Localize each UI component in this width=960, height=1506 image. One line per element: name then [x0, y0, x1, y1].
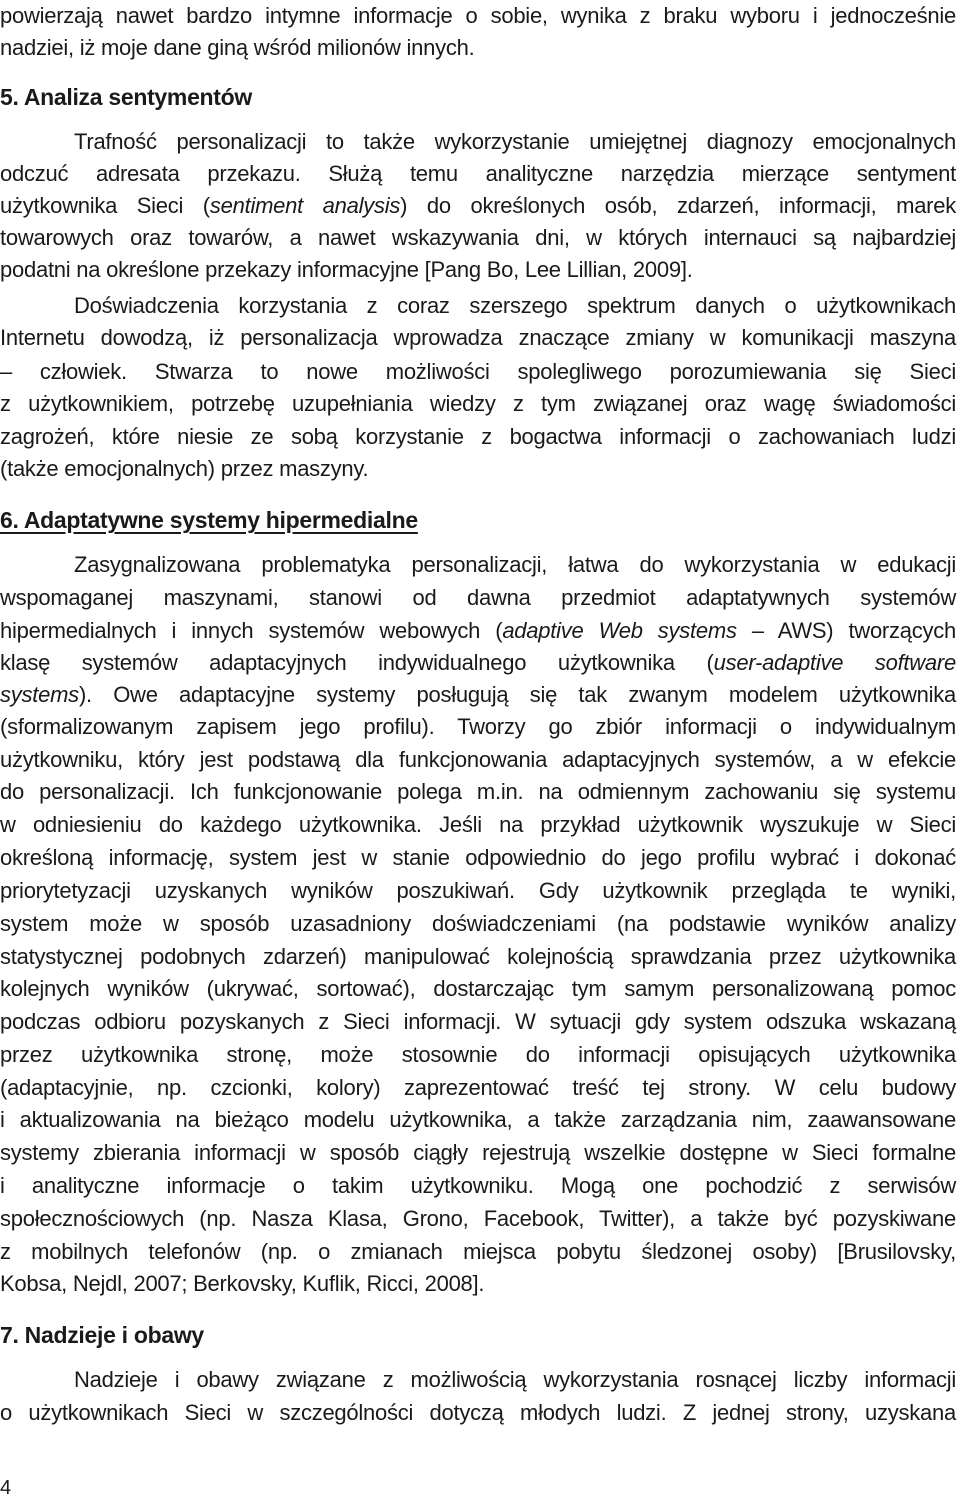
text-line: kolejnych wyników (ukrywać, sortować), dostarczając tym samym personalizowaną pomoc [0, 976, 956, 1001]
italic-term: user-adaptive software [713, 650, 956, 675]
text-span: AWS) tworzących [763, 618, 956, 643]
text-line: (sformalizowanym zapisem jego profilu). Tworzy go zbiór informacji o indywidualnym [0, 714, 956, 739]
text-line: Trafność personalizacji to także wykorzystanie umiejętnej diagnozy emocjonalnych [74, 129, 956, 154]
text-line: priorytetyzacji uzyskanych wyników poszukiwań. Gdy użytkownik przegląda te wyniki, [0, 878, 956, 903]
section-heading-7: 7. Nadzieje i obawy [0, 1322, 204, 1348]
text-line: Internetu dowodzą, iż personalizacja wprowadza znaczące zmiany w komunikacji maszyna [0, 325, 956, 350]
text-line: powierzają nawet bardzo intymne informacje o sobie, wynika z braku wyboru i jednocześnie [0, 3, 956, 28]
section-heading-6: 6. Adaptatywne systemy hipermedialne [0, 507, 418, 533]
text-line [0, 647, 956, 679]
text-line: Zasygnalizowana problematyka personalizacji, łatwa do wykorzystania w edukacji [74, 552, 956, 577]
text-line: określoną informację, system jest w stanie odpowiednio do jego profilu wybrać i dokonać [0, 845, 956, 870]
text-line: zagrożeń, które niesie ze sobą korzystanie z bogactwa informacji o zachowaniach ludzi [0, 424, 956, 449]
text-span: hipermedialnych i innych systemów webowych ( [0, 618, 503, 643]
text-line [0, 615, 956, 647]
dash: – [751, 618, 764, 643]
text-line: – człowiek. Stwarza to nowe możliwości spolegliwego porozumiewania się Sieci [0, 359, 956, 384]
text-span: klasę systemów adaptacyjnych indywidualnego użytkownika ( [0, 650, 714, 675]
text-line: podatni na określone przekazy informacyjne [Pang Bo, Lee Lillian, 2009]. [0, 257, 693, 282]
text-line: z użytkownikiem, potrzebę uzupełniania wiedzy z tym związanej oraz wagę świadomości [0, 391, 956, 416]
text-line: i analityczne informacje o takim użytkowniku. Mogą one pochodzić z serwisów [0, 1173, 956, 1198]
text-span: użytkownika Sieci ( [0, 193, 210, 218]
text-line: do personalizacji. Ich funkcjonowanie polega m.in. na odmiennym zachowaniu się systemu [0, 779, 956, 804]
text-line: społecznościowych (np. Nasza Klasa, Grono, Facebook, Twitter), a także być pozyskiwane [0, 1206, 956, 1231]
text-line: systemy zbierania informacji w sposób ciągły rejestrują wszelkie dostępne w Sieci formalne [0, 1140, 956, 1165]
text-line [0, 679, 956, 711]
text-line: użytkowniku, który jest podstawą dla funkcjonowania adaptacyjnych systemów, a w efekcie [0, 747, 956, 772]
text-line: w odniesieniu do każdego użytkownika. Jeśli na przykład użytkownik wyszukuje w Sieci [0, 812, 956, 837]
text-line: statystycznej podobnych zdarzeń) manipulować kolejnością sprawdzania przez użytkownika [0, 944, 956, 969]
text-line: odczuć adresata przekazu. Służą temu analityczne narzędzia mierzące sentyment [0, 161, 956, 186]
text-line: Kobsa, Nejdl, 2007; Berkovsky, Kuflik, Ricci, 2008]. [0, 1271, 485, 1296]
text-line: Nadzieje i obawy związane z możliwością wykorzystania rosnącej liczby informacji [74, 1367, 956, 1392]
text-line: nadziei, iż moje dane giną wśród milionów innych. [0, 35, 475, 60]
text-line: towarowych oraz towarów, a nawet wskazywania dni, w których internauci są najbardziej [0, 225, 956, 250]
italic-term: systems [0, 682, 79, 707]
text-line: system może w sposób uzasadniony doświadczeniami (na podstawie wyników analizy [0, 911, 956, 936]
text-line: wspomaganej maszynami, stanowi od dawna przedmiot adaptatywnych systemów [0, 585, 956, 610]
italic-term: sentiment analysis [209, 193, 401, 218]
text-line: Doświadczenia korzystania z coraz szerszego spektrum danych o użytkownikach [74, 293, 956, 318]
text-line: podczas odbioru pozyskanych z Sieci informacji. W sytuacji gdy system odszuka wskazaną [0, 1009, 956, 1034]
text-span: ). Owe adaptacyjne systemy posługują się tak zwanym modelem użytkownika [78, 682, 956, 707]
text-line: o użytkownikach Sieci w szczególności dotyczą młodych ludzi. Z jednej strony, uzyskana [0, 1400, 956, 1425]
text-span: ) do określonych osób, zdarzeń, informacji, marek [400, 193, 956, 218]
italic-term: adaptive Web systems [502, 618, 737, 643]
page-number: 4 [0, 1477, 12, 1499]
text-line: i aktualizowania na bieżąco modelu użytkownika, a także zarządzania nim, zaawansowane [0, 1107, 956, 1132]
text-line: z mobilnych telefonów (np. o zmianach miejsca pobytu śledzonej osoby) [Brusilovsky, [0, 1239, 956, 1264]
text-line: przez użytkownika stronę, może stosownie do informacji opisujących użytkownika [0, 1042, 956, 1067]
text-line: (adaptacyjnie, np. czcionki, kolory) zaprezentować treść tej strony. W celu budowy [0, 1075, 956, 1100]
text-line [0, 190, 956, 222]
text-line: (także emocjonalnych) przez maszyny. [0, 456, 369, 481]
section-heading-5: 5. Analiza sentymentów [0, 84, 253, 110]
